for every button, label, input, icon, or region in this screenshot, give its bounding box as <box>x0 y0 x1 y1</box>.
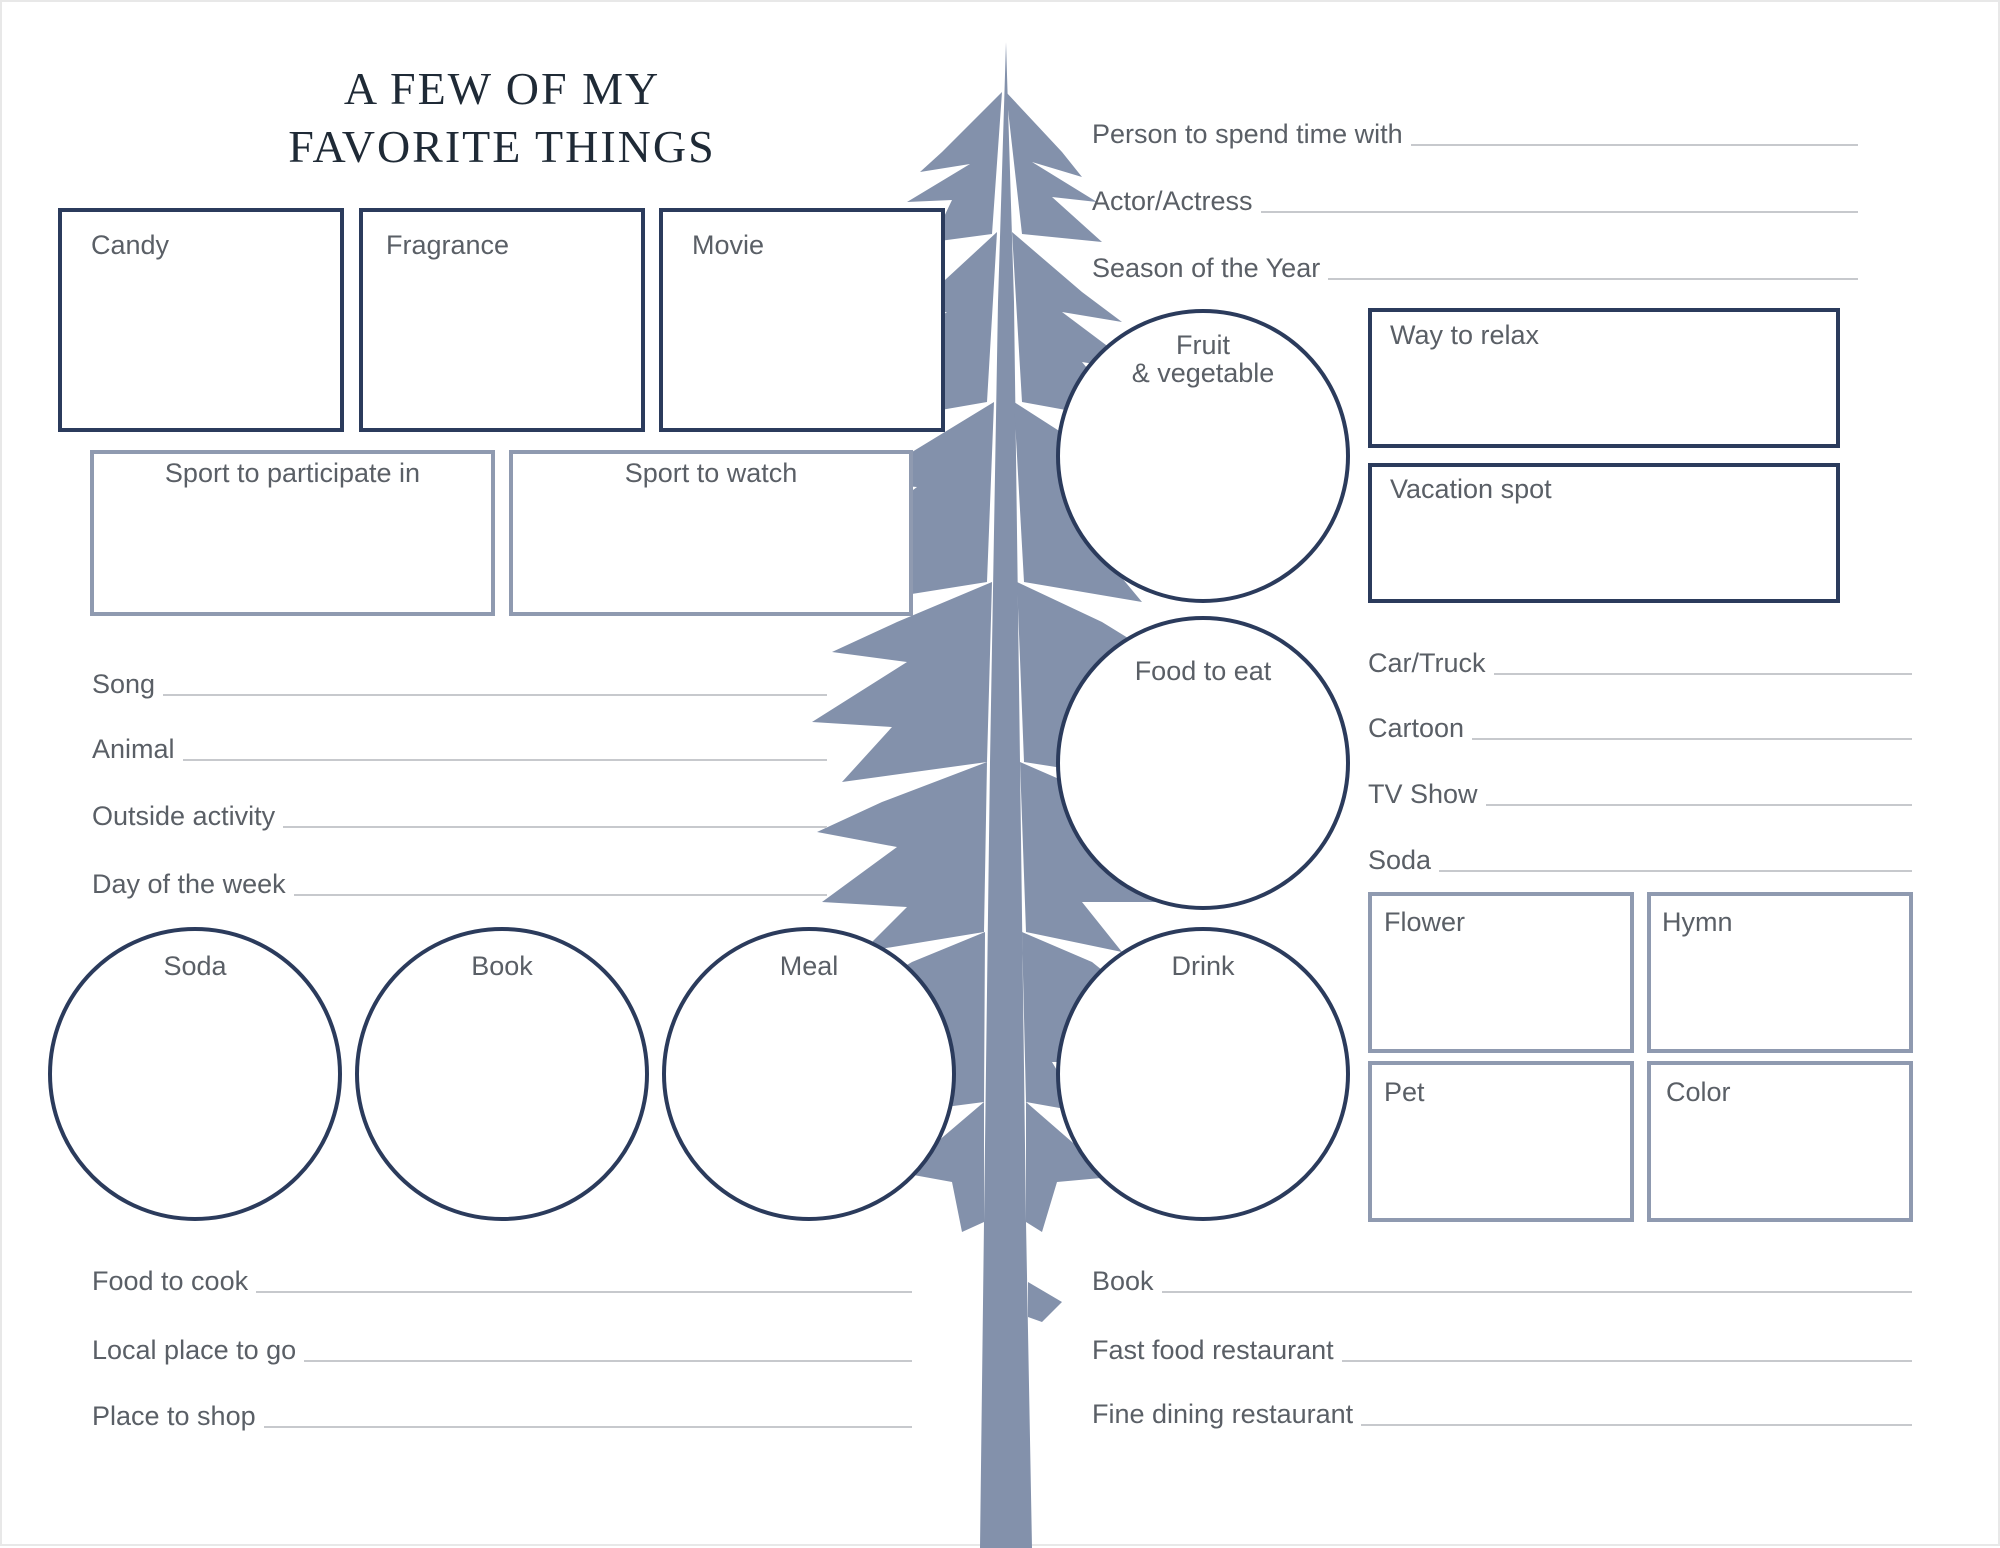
animal-rule <box>183 759 827 761</box>
person-line[interactable] <box>1092 118 1858 150</box>
soda-line[interactable] <box>1368 844 1912 876</box>
sport-participate-label: Sport to participate in <box>164 458 421 488</box>
book-circle-label: Book <box>471 951 533 981</box>
animal-line[interactable] <box>92 733 827 765</box>
fine-dining-rule <box>1361 1424 1912 1426</box>
actor-line[interactable] <box>1092 185 1858 217</box>
actor-rule <box>1261 211 1858 213</box>
car-truck-label: Car/Truck <box>1368 648 1486 678</box>
food-to-eat-label: Food to eat <box>1134 656 1272 686</box>
flower-label: Flower <box>1384 907 1466 937</box>
cartoon-line[interactable] <box>1368 712 1912 744</box>
fast-food-rule <box>1342 1360 1912 1362</box>
fast-food-label: Fast food restaurant <box>1092 1335 1334 1365</box>
meal-circle-label: Meal <box>779 951 839 981</box>
local-place-label: Local place to go <box>92 1335 297 1365</box>
color-label: Color <box>1666 1077 1731 1107</box>
movie-label: Movie <box>692 230 765 260</box>
tv-show-label: TV Show <box>1368 779 1478 809</box>
fruit-label: Fruit <box>1176 330 1230 360</box>
day-of-week-line[interactable] <box>92 868 827 900</box>
food-to-cook-label: Food to cook <box>92 1266 249 1296</box>
book-line[interactable] <box>1092 1265 1912 1297</box>
place-to-shop-rule <box>264 1426 912 1428</box>
person-label: Person to spend time with <box>1092 119 1403 149</box>
outside-activity-line[interactable] <box>92 800 827 832</box>
vegetable-label: & vegetable <box>1131 358 1275 388</box>
season-rule <box>1328 278 1858 280</box>
soda-line-label: Soda <box>1368 845 1432 875</box>
season-label: Season of the Year <box>1092 253 1321 283</box>
candy-label: Candy <box>91 230 170 260</box>
hymn-label: Hymn <box>1662 907 1733 937</box>
local-place-rule <box>304 1360 912 1362</box>
song-line[interactable] <box>92 668 827 700</box>
animal-label: Animal <box>92 734 175 764</box>
song-rule <box>163 694 827 696</box>
title-line-2: FAVORITE THINGS <box>288 121 716 172</box>
outside-activity-rule <box>283 826 827 828</box>
soda-rule <box>1439 870 1912 872</box>
song-label: Song <box>92 669 156 699</box>
season-line[interactable] <box>1092 252 1858 284</box>
outside-activity-label: Outside activity <box>92 801 276 831</box>
fast-food-line[interactable] <box>1092 1334 1912 1366</box>
food-to-cook-line[interactable] <box>92 1265 912 1297</box>
local-place-line[interactable] <box>92 1334 912 1366</box>
person-rule <box>1411 144 1858 146</box>
cartoon-rule <box>1472 738 1912 740</box>
vacation-spot-label: Vacation spot <box>1390 474 1552 504</box>
fine-dining-line[interactable] <box>1092 1398 1912 1430</box>
fine-dining-label: Fine dining restaurant <box>1092 1399 1354 1429</box>
place-to-shop-line[interactable] <box>92 1400 912 1432</box>
title-line-1: A FEW OF MY <box>343 63 661 114</box>
car-truck-rule <box>1494 673 1912 675</box>
soda-circle-label: Soda <box>163 951 227 981</box>
sport-watch-label: Sport to watch <box>624 458 798 488</box>
car-truck-line[interactable] <box>1368 647 1912 679</box>
actor-label: Actor/Actress <box>1092 186 1253 216</box>
cartoon-label: Cartoon <box>1368 713 1465 743</box>
worksheet-title <box>182 60 822 176</box>
fragrance-label: Fragrance <box>386 230 510 260</box>
tv-show-line[interactable] <box>1368 778 1912 810</box>
food-to-cook-rule <box>256 1291 912 1293</box>
book-rule <box>1162 1291 1912 1293</box>
pet-label: Pet <box>1384 1077 1425 1107</box>
place-to-shop-label: Place to shop <box>92 1401 256 1431</box>
day-of-week-rule <box>294 894 827 896</box>
way-to-relax-label: Way to relax <box>1390 320 1540 350</box>
drink-label: Drink <box>1171 951 1235 981</box>
tv-show-rule <box>1486 804 1912 806</box>
book-line-label: Book <box>1092 1266 1154 1296</box>
day-of-week-label: Day of the week <box>92 869 286 899</box>
